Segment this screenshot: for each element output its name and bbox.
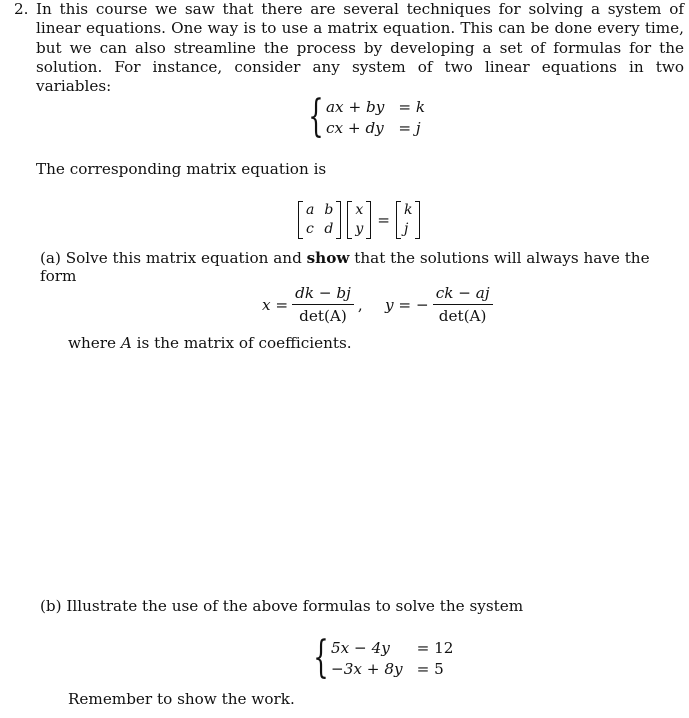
vector-entry-x: x [355,202,364,218]
left-brace-icon: { [313,632,329,683]
vector-entry-k: k [403,202,413,218]
part-a-text-before: Solve this matrix equation and [65,249,302,267]
part-b-prompt [40,597,523,615]
vector-entry-j: j [403,221,409,237]
matrix-equation [298,201,420,239]
solution-formula-y [385,284,493,325]
y-numerator: ck − aj [433,284,493,305]
equation-2-rhs: = 5 [416,659,444,678]
variable-vector [347,201,371,239]
matrix-entry-d: d [324,221,334,237]
part-a-label: (a) [40,249,61,267]
solution-formula-x [262,284,363,325]
matrix-entry-b: b [324,202,334,218]
equals-sign: = [377,211,390,229]
coefficient-matrix [298,201,341,239]
system-of-equations-specific [307,632,454,683]
problem-number: 2. [14,0,29,18]
y-equals: y = − [385,295,429,314]
part-a-bold-show: show [306,249,350,267]
constant-vector [396,201,420,239]
matrix-entry-a: a [306,202,315,218]
system-of-equations-general [302,91,426,142]
left-brace-icon: { [308,91,324,142]
equation-1-rhs: = 12 [416,638,454,657]
matrix-sentence: The corresponding matrix equation is [36,160,327,178]
problem-intro: In this course we saw that there are several techniques for solving a system of linear equations. One way is to use a matrix equation. This can be done every time, but we can also streamline the process by developing a set of formulas for the solution. For instance, consider any system of two linear equations in two variables: [36,0,684,96]
equation-1-lhs: ax + by [326,97,385,116]
x-numerator: dk − bj [292,284,354,305]
part-b-text: Illustrate the use of the above formulas to solve the system [66,597,524,615]
part-b-label: (b) [40,597,62,615]
part-a-prompt [40,249,689,285]
equation-1-lhs: 5x − 4y [331,638,390,657]
x-denominator: det(A) [299,307,347,325]
formula-comma: , [357,295,363,314]
equation-2-lhs: −3x + 8y [331,659,403,678]
vector-entry-y: y [355,221,364,237]
equation-2-rhs: = j [398,118,421,137]
x-equals: x = [262,295,289,314]
where-sentence: where A is the matrix of coefficients. [68,334,352,352]
equation-1-rhs: = k [398,97,426,116]
matrix-entry-c: c [306,221,314,237]
reminder-text: Remember to show the work. [68,690,295,708]
part-a-text-after: that the solutions will always have the form [40,249,650,285]
equation-2-lhs: cx + dy [326,118,384,137]
y-denominator: det(A) [438,307,487,325]
